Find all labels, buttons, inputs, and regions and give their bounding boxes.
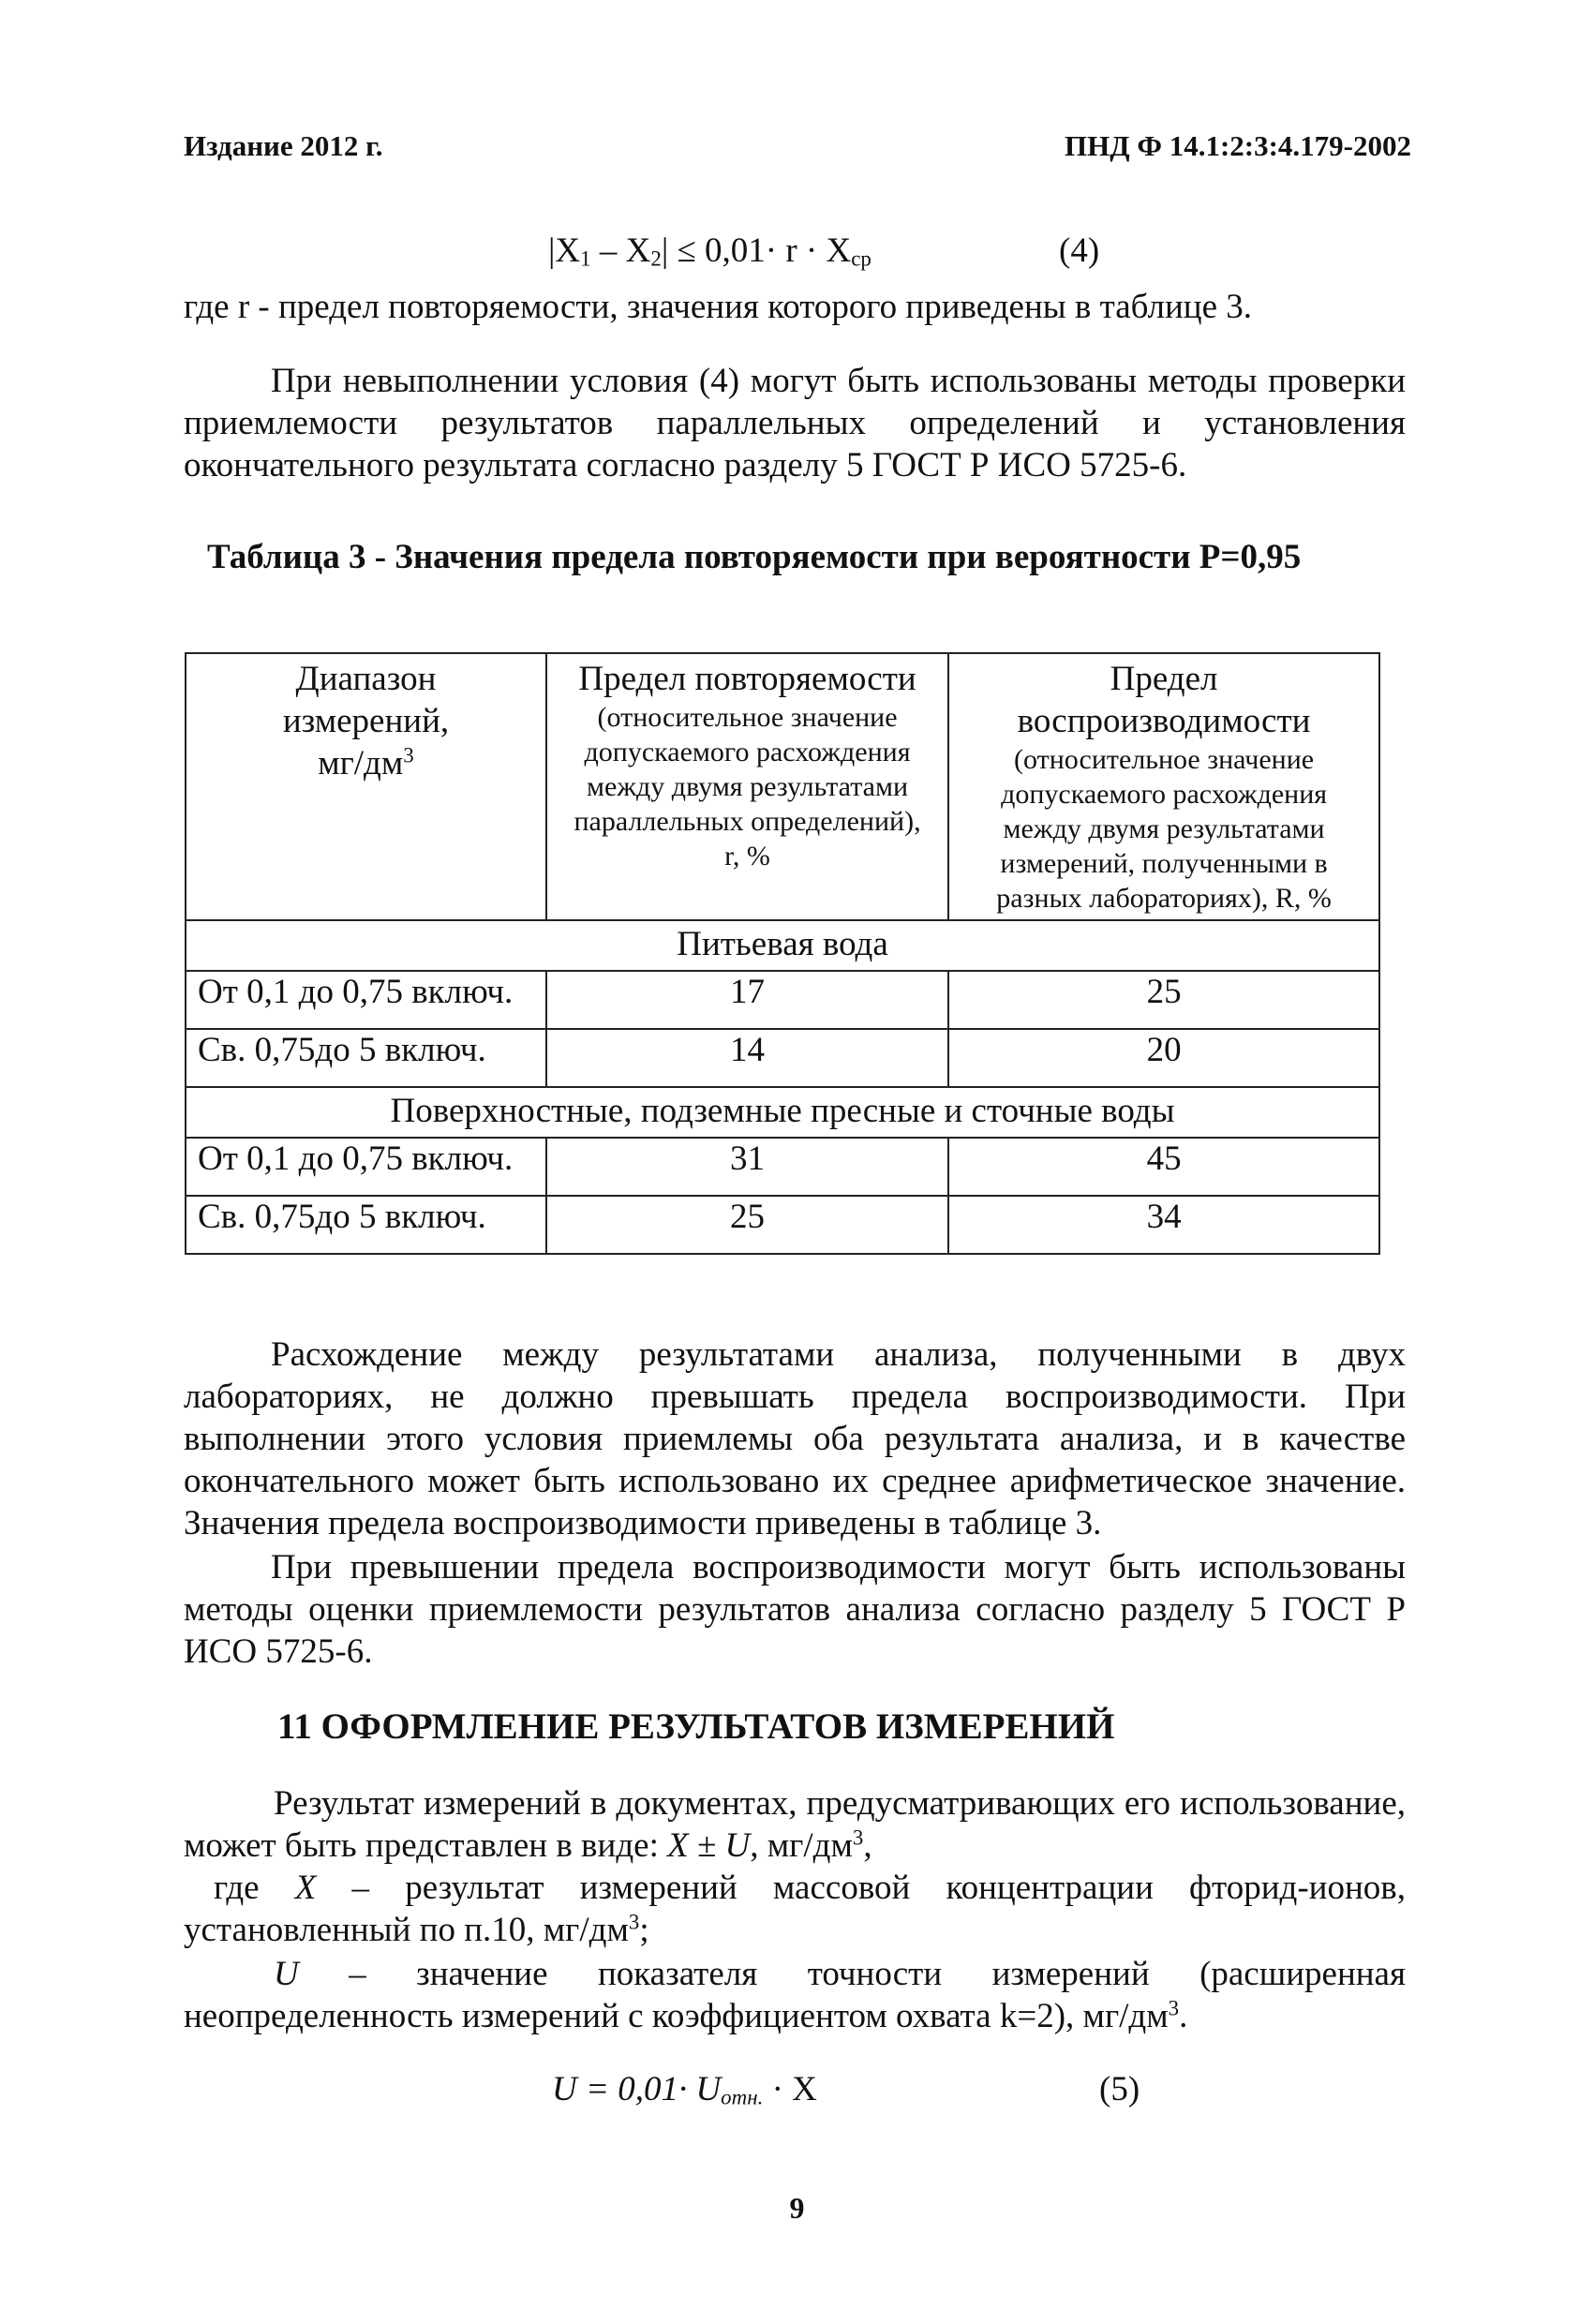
header-repeatability-title: Предел повторяемости	[578, 660, 916, 698]
cell-range: От 0,1 до 0,75 включ.	[186, 1138, 546, 1196]
repeatability-table	[185, 652, 1380, 1255]
paragraph-condition: При невыполнении условия (4) могут быть использованы методы проверки приемлемости результатов параллельных определений и установления окончательного результата согласно разделу 5 ГОСТ Р ИСО 5725-6.	[184, 362, 1406, 484]
header-range-line2: измерений,	[282, 702, 450, 740]
table-caption: Таблица 3 - Значения предела повторяемости при вероятности Р=0,95	[207, 538, 1302, 576]
cell-reproducibility: 34	[948, 1196, 1379, 1254]
formula-4	[548, 231, 1100, 272]
formula-5	[552, 2069, 1140, 2110]
edition-label: Издание 2012 г.	[184, 129, 383, 162]
page-number: 9	[789, 2191, 805, 2225]
header-range-unit: мг/дм	[318, 744, 404, 782]
table-row	[186, 1138, 1379, 1196]
x-def-text: – результат измерений массовой концентрации фторид-ионов, установленный по п.10, мг/дм	[184, 1869, 1406, 1949]
section-title: Поверхностные, подземные пресные и сточные воды	[186, 1087, 1379, 1138]
header-repeatability-note: (относительное значение допускаемого расхождения между двумя результатами параллельных определений), r, %	[574, 702, 921, 872]
paragraph-x-definition	[184, 1867, 1406, 1951]
cell-range: От 0,1 до 0,75 включ.	[186, 971, 546, 1029]
formula-4-rel: | ≤ 0,01· r · X	[661, 231, 852, 270]
x-def-sup: 3	[628, 1910, 640, 1934]
header-range-line3	[186, 742, 545, 784]
paragraph-u-definition	[184, 1953, 1406, 2037]
result-form-text: Результат измерений в документах, предусматривающих его использование, может быть представлен в виде:	[184, 1784, 1406, 1865]
header-reproducibility-title2: воспроизводимости	[1017, 702, 1311, 740]
x-def-var: X	[294, 1869, 317, 1907]
cell-reproducibility: 20	[948, 1029, 1379, 1087]
paragraph-where-r: где r - предел повторяемости, значения которого приведены в таблице 3.	[184, 288, 1253, 326]
formula-4-lhs: |X	[548, 231, 581, 270]
header-reproducibility-note: (относительное значение допускаемого расхождения между двумя результатами измерений, полученными в разных лабораториях), R, %	[996, 744, 1332, 914]
table-row	[186, 971, 1379, 1029]
cell-repeatability: 14	[546, 1029, 948, 1087]
header-reproducibility-title1: Предел	[1110, 660, 1218, 698]
formula-5-sub: отн.	[721, 2085, 764, 2109]
u-def-sup: 3	[1168, 1996, 1180, 2020]
formula-5-lhs: U = 0,01· U	[552, 2070, 722, 2108]
formula-4-sub1: 1	[580, 246, 591, 271]
cell-repeatability: 17	[546, 971, 948, 1029]
header-range-line1: Диапазон	[295, 660, 437, 698]
x-def-end: ;	[639, 1911, 649, 1949]
header-range	[186, 653, 546, 920]
formula-5-number: (5)	[1099, 2070, 1140, 2108]
x-def-start: где	[214, 1869, 295, 1907]
result-form-unit-sup: 3	[852, 1825, 864, 1850]
formula-4-sub2: 2	[650, 246, 662, 271]
header-reproducibility	[948, 653, 1379, 920]
section-title: Питьевая вода	[186, 920, 1379, 971]
result-form-unit: , мг/дм	[750, 1826, 853, 1865]
u-def-var: U	[274, 1955, 299, 1993]
formula-4-number: (4)	[1059, 231, 1100, 270]
table-row	[186, 1196, 1379, 1254]
table-header-row	[186, 653, 1379, 920]
formula-4-minus: – X	[590, 231, 651, 270]
formula-5-rhs: · X	[763, 2070, 817, 2108]
section-11-title: 11 ОФОРМЛЕНИЕ РЕЗУЛЬТАТОВ ИЗМЕРЕНИЙ	[277, 1706, 1115, 1747]
document-code: ПНД Ф 14.1:2:3:4.179-2002	[1065, 129, 1411, 162]
header-repeatability	[546, 653, 948, 920]
cell-repeatability: 25	[546, 1196, 948, 1254]
cell-repeatability: 31	[546, 1138, 948, 1196]
cell-reproducibility: 45	[948, 1138, 1379, 1196]
cell-range: Св. 0,75до 5 включ.	[186, 1029, 546, 1087]
result-form-end: ,	[863, 1826, 872, 1865]
cell-range: Св. 0,75до 5 включ.	[186, 1196, 546, 1254]
paragraph-result-form	[184, 1782, 1406, 1867]
table-row	[186, 1029, 1379, 1087]
result-form-formula: X ± U	[667, 1826, 751, 1865]
cell-reproducibility: 25	[948, 971, 1379, 1029]
paragraph-exceeding: При превышении предела воспроизводимости могут быть использованы методы оценки приемлемости результатов анализа согласно разделу 5 ГОСТ Р ИСО 5725-6.	[184, 1548, 1406, 1671]
table-section-row	[186, 1087, 1379, 1138]
header-range-unit-sup: 3	[403, 743, 414, 767]
table-section-row	[186, 920, 1379, 971]
u-def-text: – значение показателя точности измерений (расширенная неопределенность измерений с коэффициентом охвата k=2), мг/дм	[184, 1955, 1406, 2035]
paragraph-reproducibility: Расхождение между результатами анализа, полученными в двух лабораториях, не должно превышать предела воспроизводимости. При выполнении этого условия приемлемы оба результата анализа, и в качестве окончательного может быть использовано их среднее арифметическое значение. Значения предела воспроизводимости приведены в таблице 3.	[184, 1335, 1406, 1542]
formula-4-sub3: ср	[851, 246, 871, 271]
u-def-end: .	[1179, 1997, 1188, 2035]
